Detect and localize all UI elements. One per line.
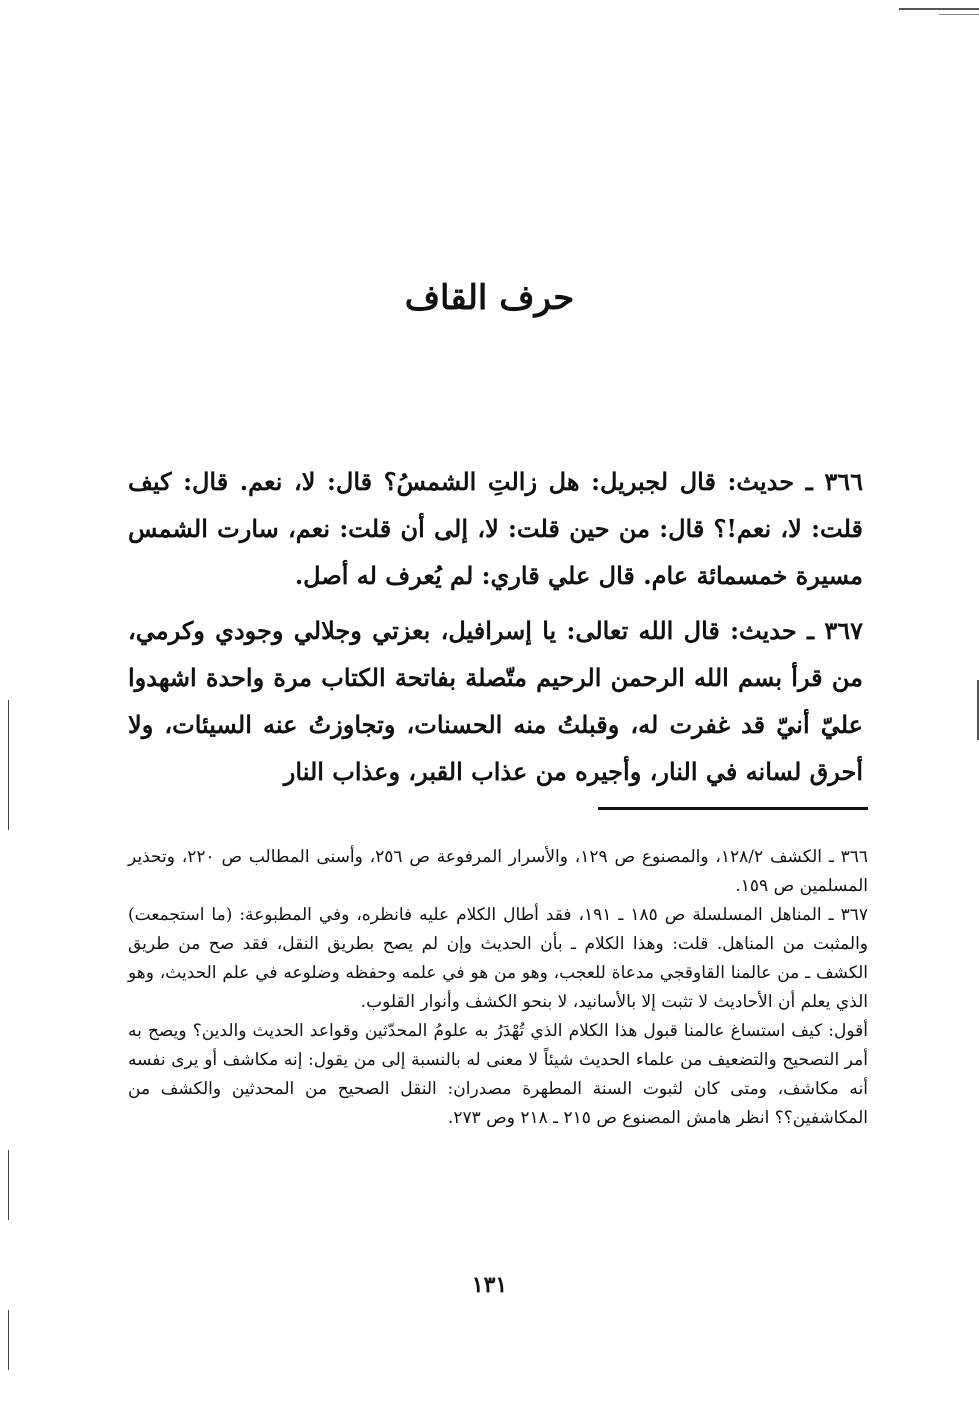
hadith-entry — [128, 458, 863, 599]
footnote-text: المناهل المسلسلة ص ١٨٥ ـ ١٩١، فقد أطال الكلام عليه فانظره، وفي المطبوعة: (ما استجمعت) والمثبت من المناهل. قلت: وهذا الكلام ـ بأن الحديث وإن لم يصح بطريق النقل، فقد صح من طريق الكشف ـ من عالمنا القاوقجي مدعاة للعجب، وهو من هو في علمه وحفظه وضلوعه في علم الحديث، وهو الذي يعلم أن الأحاديث لا تثبت إلا بالأسانيد، لا بنحو الكشف وأنوار القلوب. — [128, 905, 868, 1012]
footnote-text: الكشف ١٢٨/٢، والمصنوع ص ١٢٩، والأسرار المرفوعة ص ٢٥٦، وأسنى المطالب ص ٢٢٠، وتحذير المسلمين ص ١٥٩. — [128, 847, 868, 896]
footnote-separator — [598, 807, 868, 810]
scan-edge-mark — [899, 8, 979, 10]
footnote — [128, 843, 868, 901]
scan-edge-line — [8, 1150, 9, 1220]
scan-edge-line — [8, 1310, 9, 1370]
entry-text: حديث: قال الله تعالى: يا إسرافيل، بعزتي وجلالي وجودي وكرمي، من قرأ بسم الله الرحمن الرحيم متّصلة بفاتحة الكتاب مرة واحدة اشهدوا عليّ أنيّ قد غفرت له، وقبلتُ منه الحسنات، وتجاوزتُ عنه السيئات، ولا أحرق لسانه في النار، وأجيره من عذاب القبر، وعذاب النار — [128, 616, 863, 786]
footnote-continuation — [128, 1017, 868, 1133]
entry-number: ٣٦٦ ـ — [805, 467, 863, 496]
entry-text: حديث: قال لجبريل: هل زالتِ الشمسُ؟ قال: لا، نعم. قال: كيف قلت: لا، نعم!؟ قال: من حين قلت: لا، إلى أن قلت: نعم، سارت الشمس مسيرة خمسمائة عام. قال علي قاري: لم يُعرف له أصل. — [128, 467, 863, 590]
page-title: حرف القاف — [404, 278, 575, 318]
footnotes — [128, 843, 868, 1133]
main-text — [128, 458, 863, 803]
scan-edge-line — [8, 700, 9, 830]
hadith-entry — [128, 607, 863, 795]
scan-edge-mark — [939, 14, 979, 15]
page-number: ١٣١ — [471, 1272, 508, 1298]
footnote — [128, 901, 868, 1017]
entry-number: ٣٦٧ ـ — [806, 616, 863, 645]
footnote-text: أقول: كيف استساغ عالمنا قبول هذا الكلام الذي تُهْدَرُ به علومُ المحدّثين وقواعد الحديث والدين؟ ويصح به أمر التصحيح والتضعيف من علماء الحديث شيئاً لا معنى له بالنسبة إلى من يقول: إنه مكاشف أو يرى نفسه أنه مكاشف، ومتى كان لثبوت السنة المطهرة مصدران: النقل الصحيح من المحدثين والكشف من المكاشفين؟؟ انظر هامش المصنوع ص ٢١٥ ـ ٢١٨ وص ٢٧٣. — [128, 1021, 868, 1128]
footnote-number: ٣٦٧ ـ — [828, 905, 869, 925]
footnote-number: ٣٦٦ ـ — [828, 847, 869, 867]
